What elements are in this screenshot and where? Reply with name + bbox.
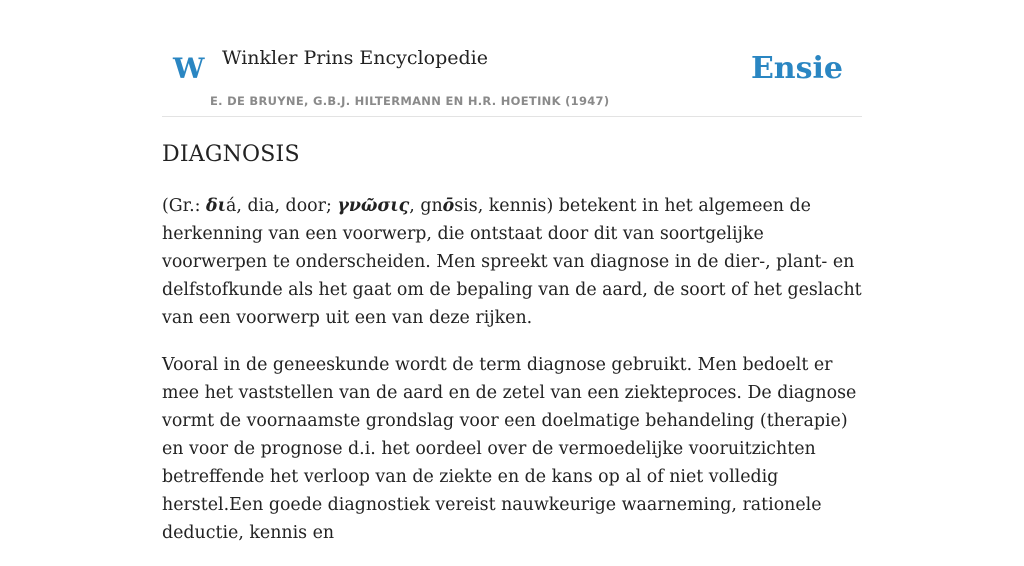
logo-icon[interactable]: W [173, 52, 205, 85]
greek-term: ō [442, 196, 455, 216]
greek-term: γνῶσις [337, 196, 410, 216]
site-header [162, 0, 862, 117]
paragraph-2: Vooral in de geneeskunde wordt de term diagnose gebruikt. Men bedoelt er mee het vaststellen van de aard en de zetel van een ziekteproces. De diagnose vormt de voornaamste grondslag voor een doelmatige behandeling (therapie) en voor de prognose d.i. het oordeel over de vermoedelijke vooruitzichten betreffende het verloop van de ziekte en de kans op al of niet volledig herstel.Een goede diagnostiek vereist nauwkeurige waarneming, rationele deductie, kennis en [162, 355, 857, 543]
paragraph-text: , gn [409, 196, 443, 216]
paragraph-text: (Gr.: [162, 196, 206, 216]
paragraph-1 [162, 192, 862, 332]
paragraph-text: á, dia, door; [226, 196, 338, 216]
site-title[interactable]: Winkler Prins Encyclopedie [222, 47, 488, 69]
page-title: DIAGNOSIS [162, 142, 300, 167]
paragraph-text: sis, kennis) betekent in het algemeen de herkenning van een voorwerp, die ontstaat door dit van soortgelijke voorwerpen te onderscheiden. Men spreekt van diagnose in de dier-, plant- en delfstofkunde als het gaat om de bepaling van de aard, de soort of het geslacht van een voorwerp uit een van deze rijken. [162, 196, 862, 328]
authors-line: E. DE BRUYNE, G.B.J. HILTERMANN EN H.R. HOETINK (1947) [210, 94, 610, 108]
greek-term: δι [206, 196, 227, 216]
article-body [162, 192, 862, 566]
brand-logo[interactable]: Ensie [750, 51, 843, 86]
